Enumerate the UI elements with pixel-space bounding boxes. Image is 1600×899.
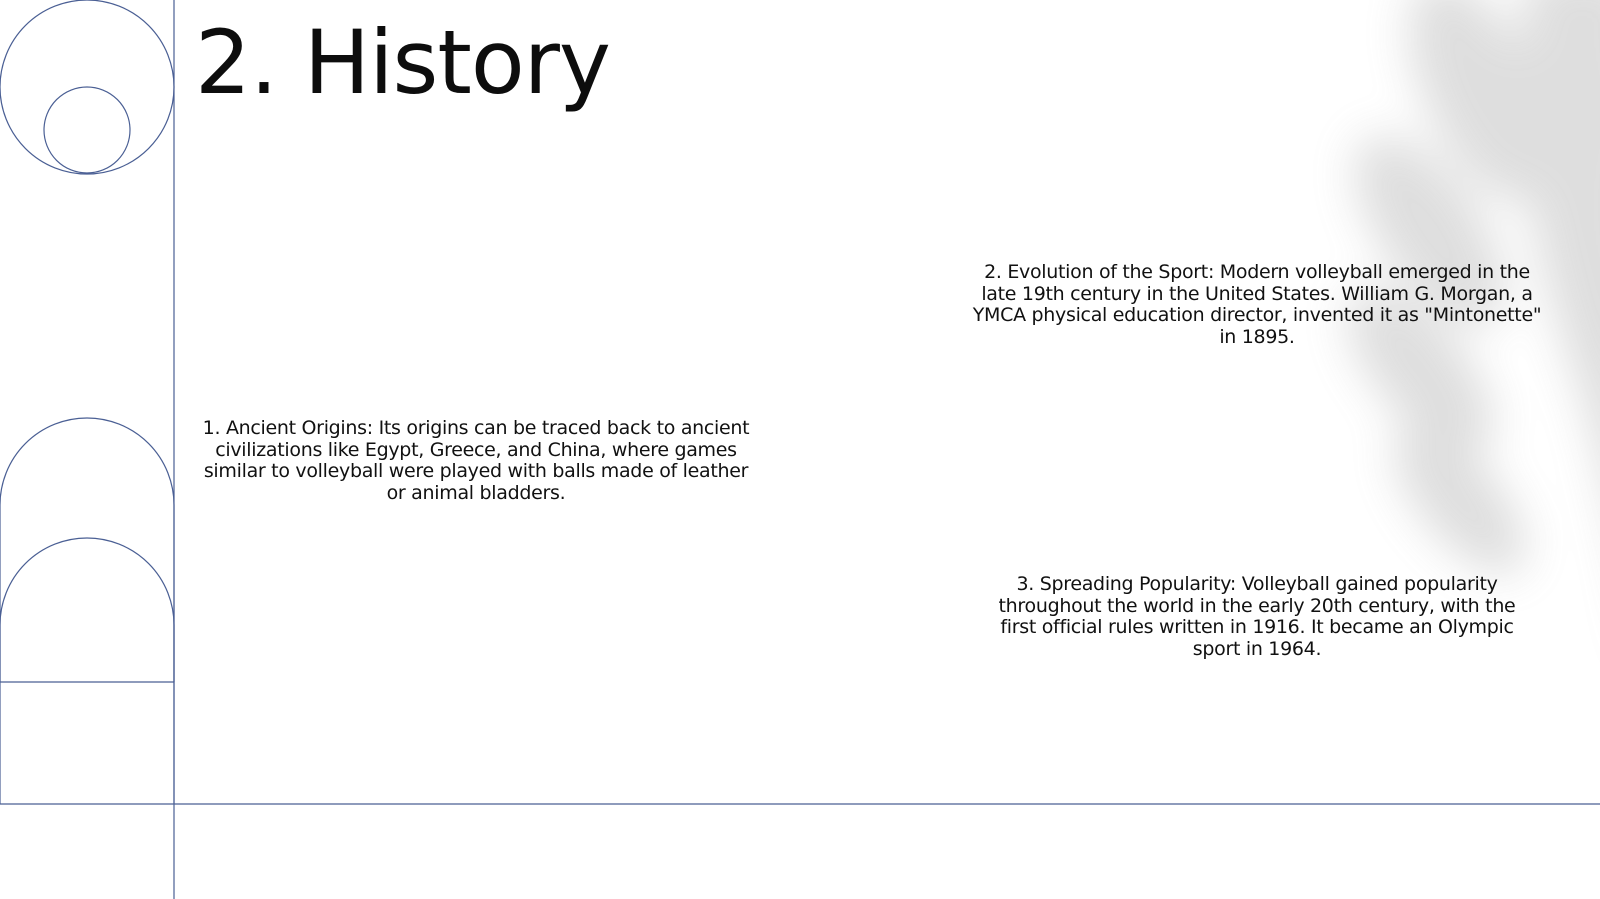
- large-circle-outline: [0, 0, 174, 174]
- point-evolution-of-sport: 2. Evolution of the Sport: Modern volleyball emerged in the late 19th century in the United States. William G. Morgan, a YMCA physical education director, invented it as "Mintonette" in 1895.: [972, 261, 1542, 348]
- point-ancient-origins: 1. Ancient Origins: Its origins can be traced back to ancient civilizations like Egypt, Greece, and China, where games similar to volleyball were played with balls made of leather or animal bladders.: [202, 417, 750, 504]
- slide-title: 2. History: [195, 11, 611, 114]
- small-circle-outline: [44, 87, 130, 173]
- lower-arch-outline: [0, 538, 174, 682]
- point-spreading-popularity: 3. Spreading Popularity: Volleyball gained popularity throughout the world in the early 20th century, with the first official rules written in 1916. It became an Olympic sport in 1964.: [998, 573, 1516, 660]
- upper-arch-outline: [0, 418, 174, 804]
